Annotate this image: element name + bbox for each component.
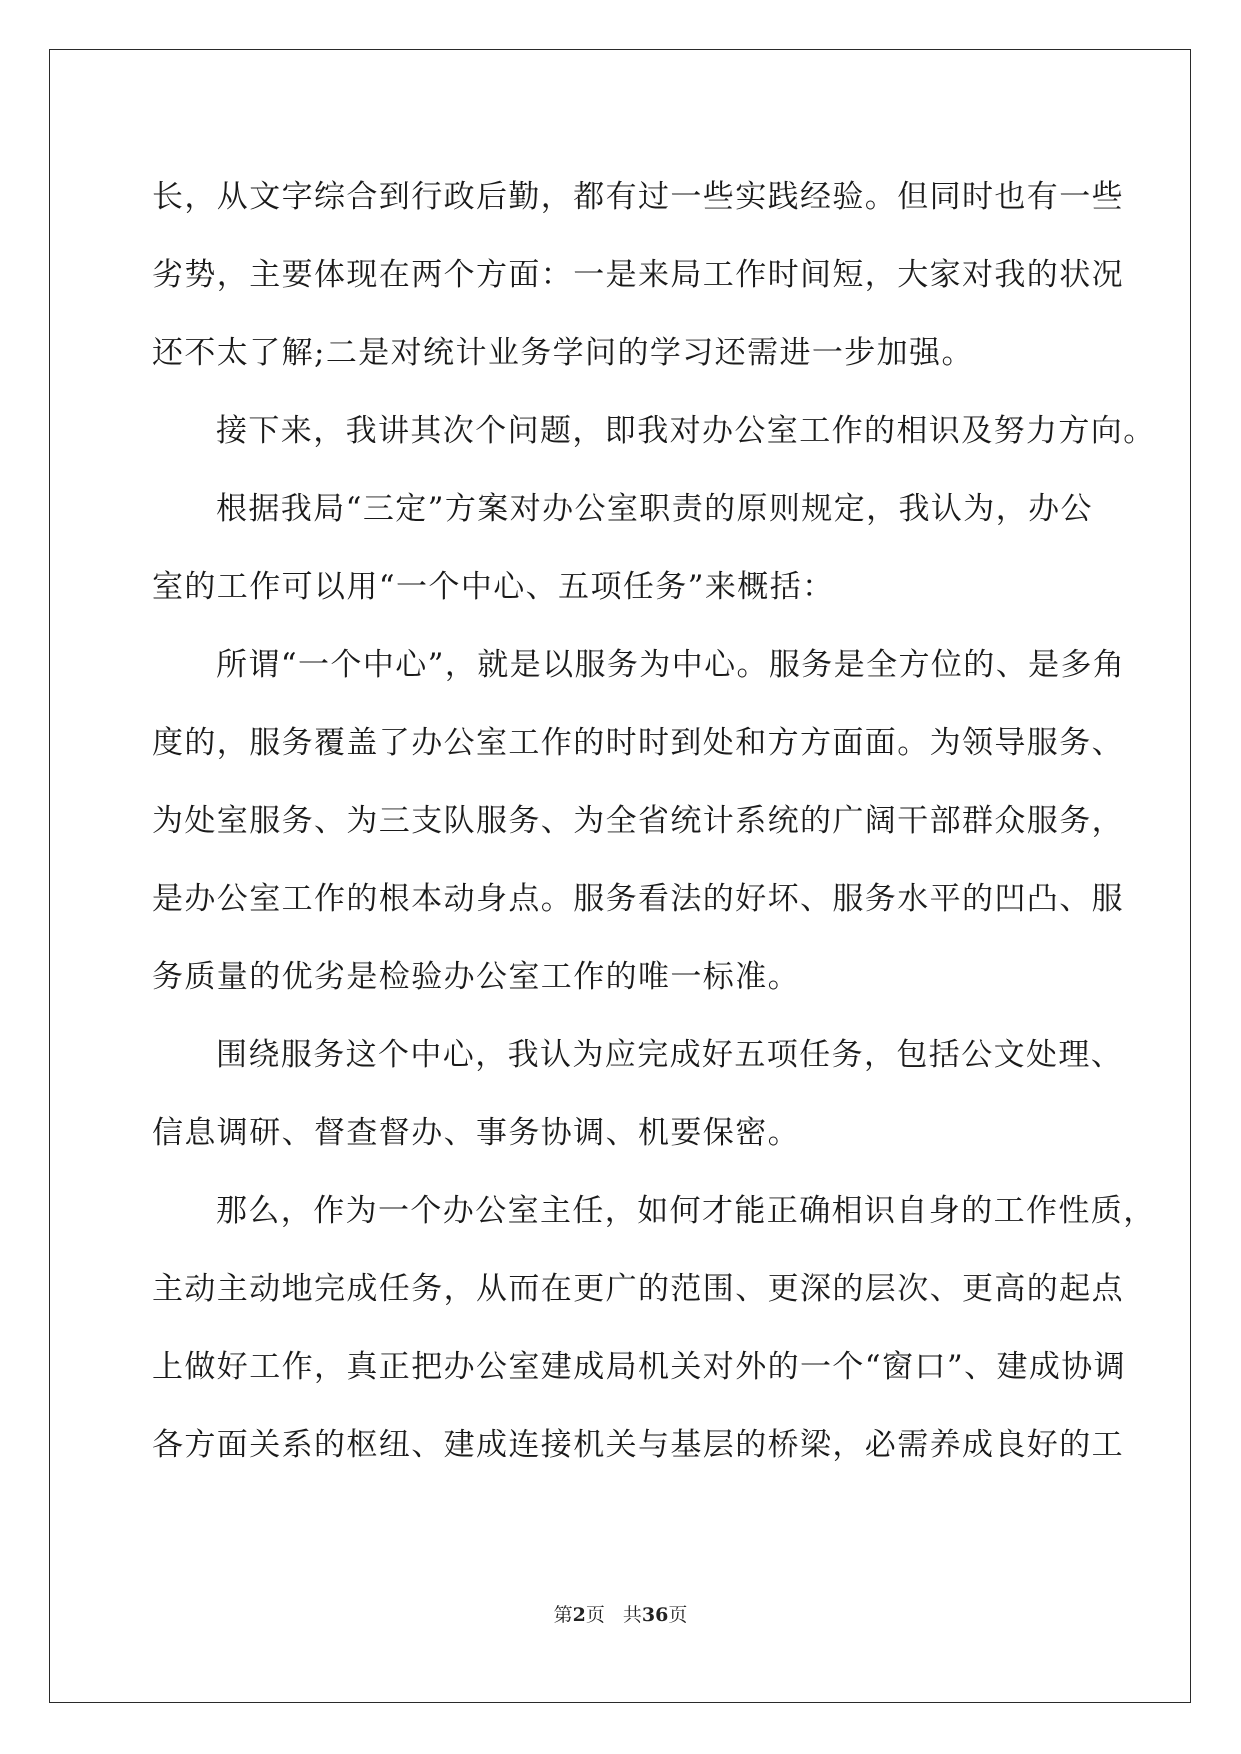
text-line: 那么，作为一个办公室主任，如何才能正确相识自身的工作性质， [216,1193,1156,1229]
text-line: 室的工作可以用“一个中心、五项任务”来概括： [152,569,835,605]
document-body [152,158,1156,1484]
total-prefix: 共 [622,1604,642,1626]
text-line: 长，从文字综合到行政后勤，都有过一些实践经验。但同时也有一些 [152,179,1124,215]
text-line: 所谓“一个中心”，就是以服务为中心。服务是全方位的、是多角 [216,647,1126,683]
text-line: 主动主动地完成任务，从而在更广的范围、更深的层次、更高的起点 [152,1271,1124,1307]
text-line: 根据我局“三定”方案对办公室职责的原则规定，我认为，办公 [216,491,1093,527]
page-suffix: 页 [585,1604,605,1626]
total-suffix: 页 [668,1604,688,1626]
text-line: 信息调研、督查督办、事务协调、机要保密。 [152,1115,800,1151]
text-line: 上做好工作，真正把办公室建成局机关对外的一个“窗口”、建成协调 [152,1349,1127,1385]
text-line: 是办公室工作的根本动身点。服务看法的好坏、服务水平的凹凸、服 [152,881,1124,917]
text-line: 接下来，我讲其次个问题，即我对办公室工作的相识及努力方向。 [216,413,1156,449]
text-line: 劣势，主要体现在两个方面：一是来局工作时间短，大家对我的状况 [152,257,1124,293]
page-footer [0,1600,1241,1627]
text-line: 围绕服务这个中心，我认为应完成好五项任务，包括公文处理、 [216,1037,1124,1073]
page-prefix: 第 [553,1604,573,1626]
text-line: 务质量的优劣是检验办公室工作的唯一标准。 [152,959,800,995]
total-pages: 36 [641,1604,669,1626]
text-line: 各方面关系的枢纽、建成连接机关与基层的桥梁，必需养成良好的工 [152,1427,1124,1463]
text-line: 为处室服务、为三支队服务、为全省统计系统的广阔干部群众服务， [152,803,1124,839]
text-line: 还不太了解;二是对统计业务学问的学习还需进一步加强。 [152,335,974,371]
text-line: 度的，服务覆盖了办公室工作的时时到处和方方面面。为领导服务、 [152,725,1124,761]
page-number: 2 [572,1604,586,1626]
